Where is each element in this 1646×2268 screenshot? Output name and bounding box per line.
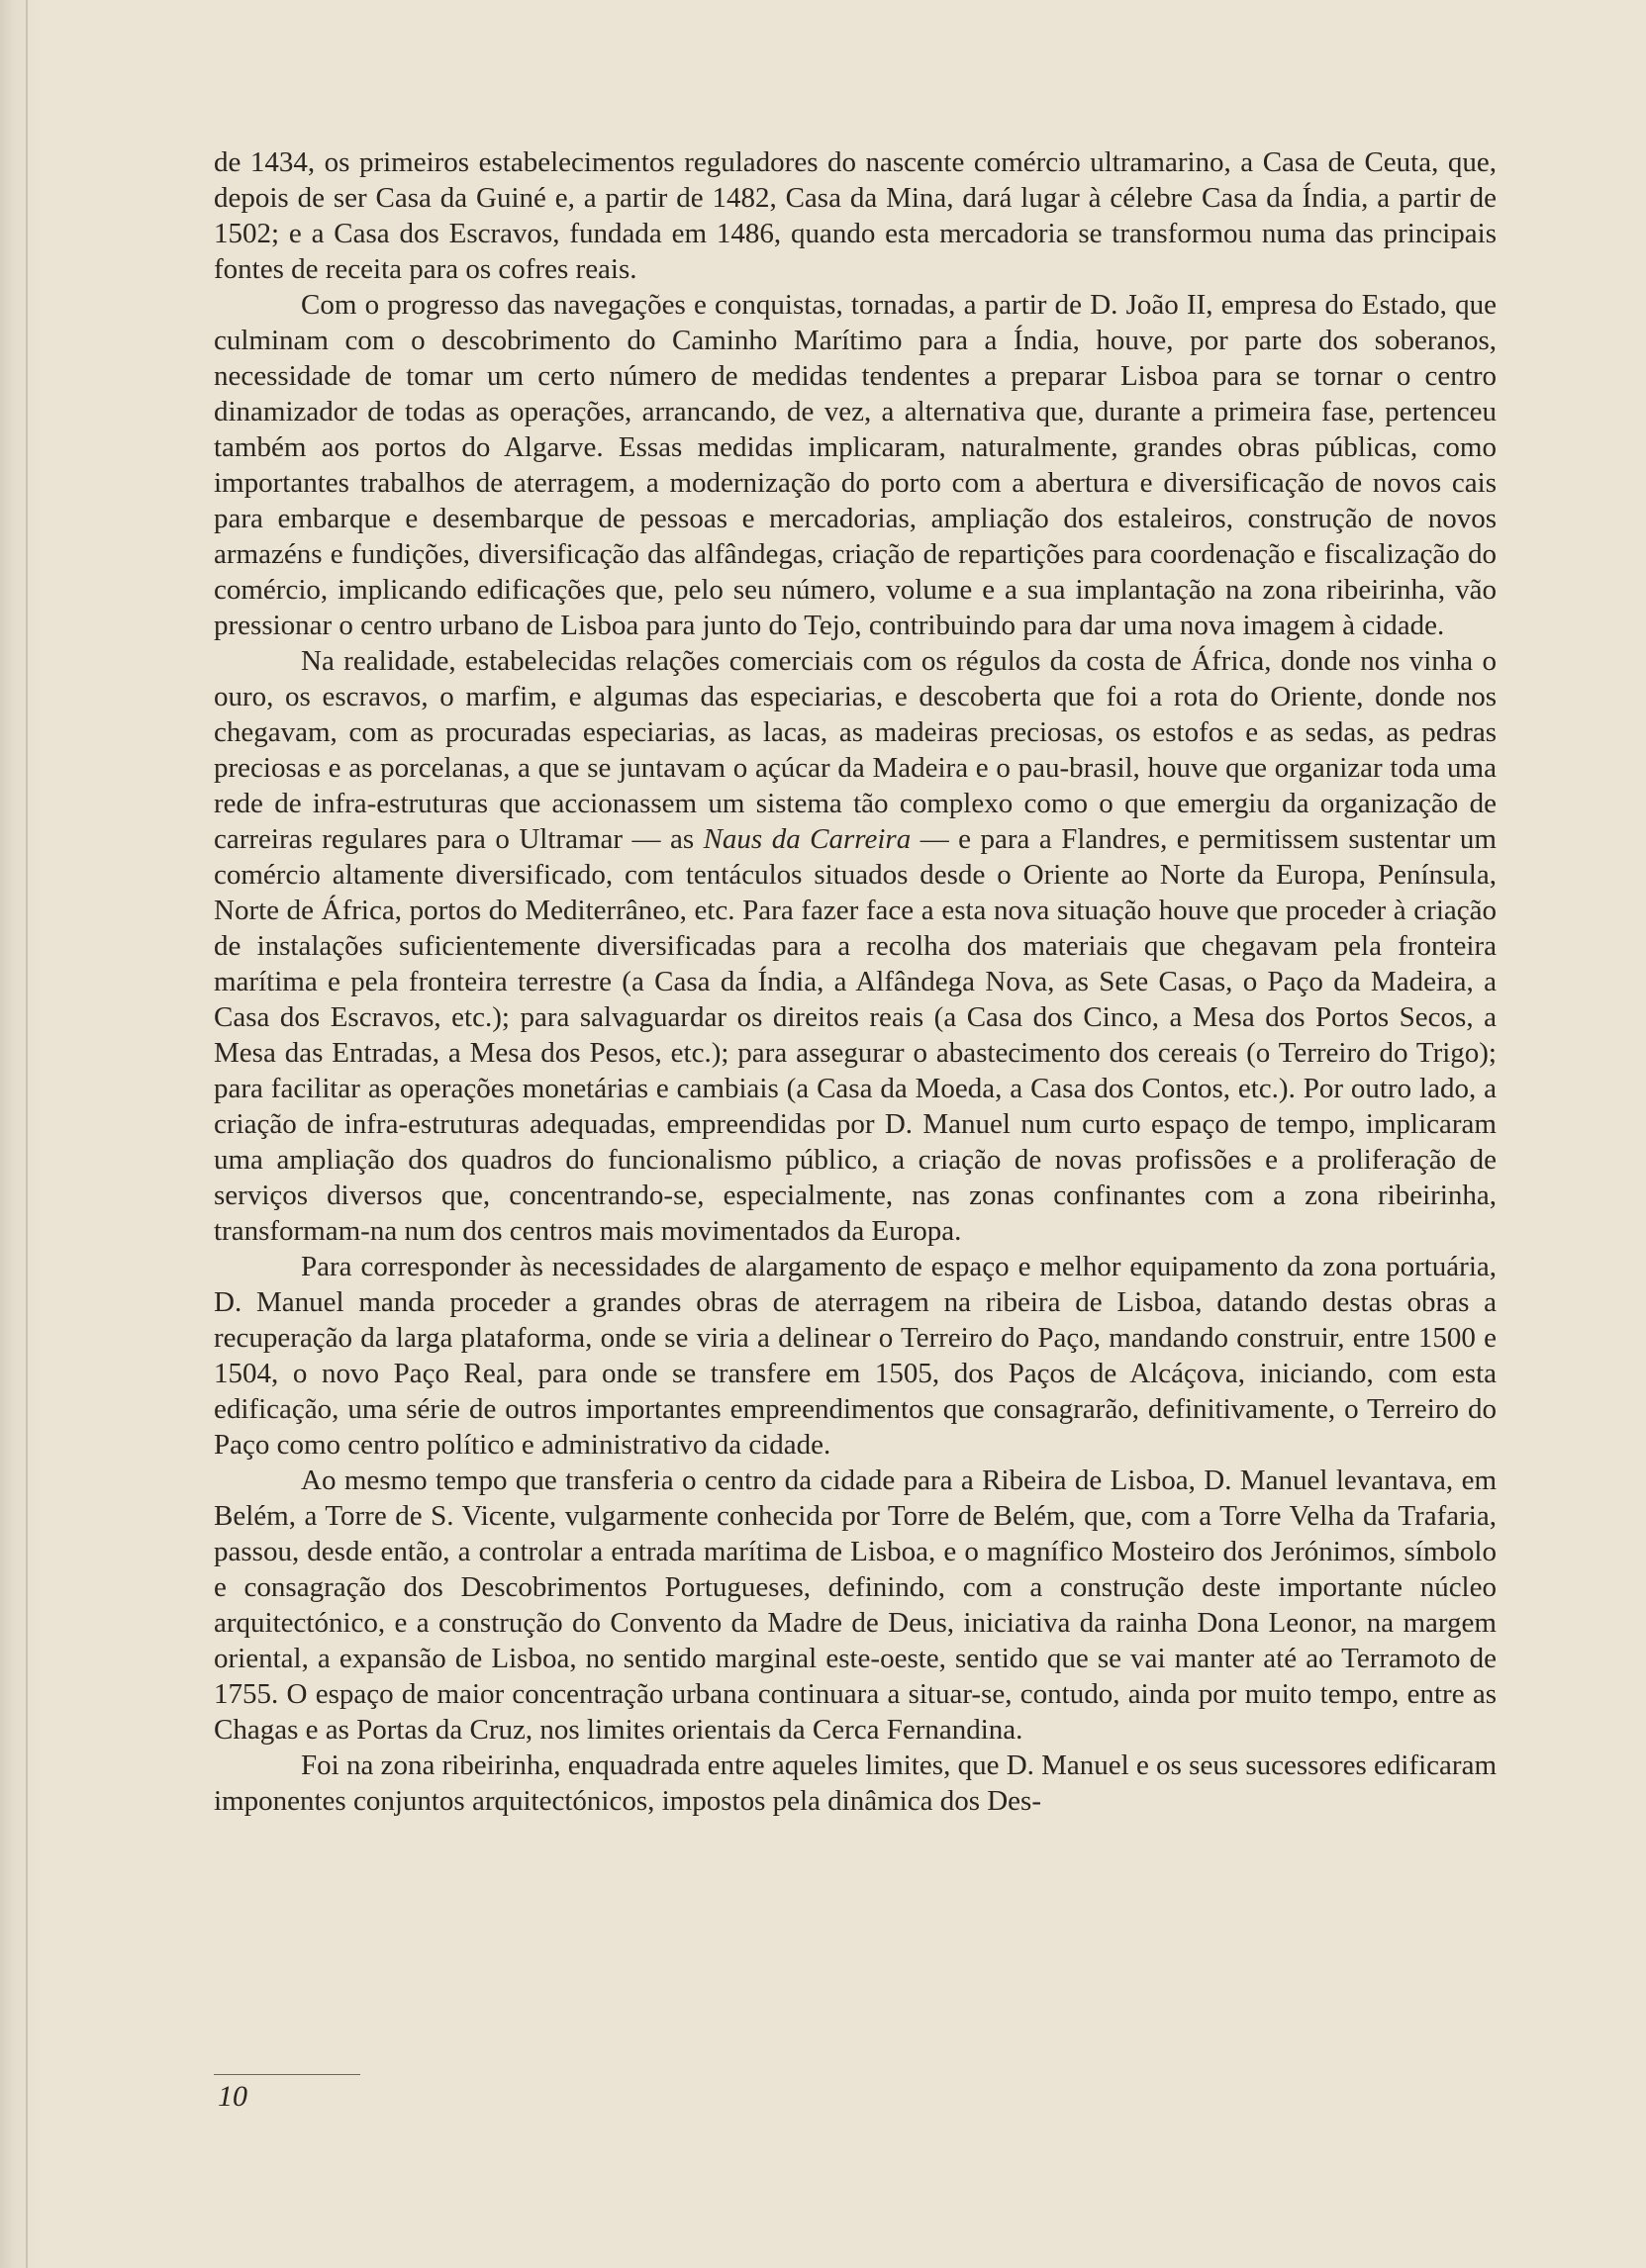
paragraph-relacoes-comerciais xyxy=(214,643,1497,1249)
paragraph-casa-ceuta: de 1434, os primeiros estabelecimentos reguladores do nascente comércio ultramarino, a Casa de Ceuta, que, depois de ser Casa da Guiné e, a partir de 1482, Casa da Mina, dará lugar à célebre Casa da Índia, a partir de 1502; e a Casa dos Escravos, fundada em 1486, quando esta mercadoria se transformou numa das principais fontes de receita para os cofres reais. xyxy=(214,146,1497,285)
paragraph-relacoes-after: — e para a Flandres, e permitissem sustentar um comércio altamente diversificado, com tentáculos situados desde o Oriente ao Norte da Europa, Península, Norte de África, portos do Mediterrâneo, etc. Para fazer face a esta nova situação houve que proceder à criação de instalações suficientemente diversificadas para a recolha dos materiais que chegavam pela fronteira marítima e pela fronteira terrestre (a Casa da Índia, a Alfândega Nova, as Sete Casas, o Paço da Madeira, a Casa dos Escravos, etc.); para salvaguardar os direitos reais (a Casa dos Cinco, a Mesa dos Portos Secos, a Mesa das Entradas, a Mesa dos Pesos, etc.); para assegurar o abastecimento dos cereais (o Terreiro do Trigo); para facilitar as operações monetárias e cambiais (a Casa da Moeda, a Casa dos Contos, etc.). Por outro lado, a criação de infra-estruturas adequadas, empreendidas por D. Manuel num curto espaço de tempo, implicaram uma ampliação dos quadros do funcionalismo público, a criação de novas profissões e a proliferação de serviços diversos que, concentrando-se, especialmente, nas zonas confinantes com a zona ribeirinha, transformam-na num dos centros mais movimentados da Europa. xyxy=(214,823,1497,1247)
body-text xyxy=(214,144,1497,1819)
page-number: 10 xyxy=(218,2080,247,2113)
paragraph-zona-ribeirinha: Foi na zona ribeirinha, enquadrada entre aqueles limites, que D. Manuel e os seus sucessores edificaram imponentes conjuntos arquitectónicos, impostos pela dinâmica dos Des- xyxy=(214,1749,1497,1817)
naus-da-carreira-italic: Naus da Carreira xyxy=(703,823,912,855)
paragraph-navegacoes: Com o progresso das navegações e conquistas, tornadas, a partir de D. João II, empresa do Estado, que culminam com o descobrimento do Caminho Marítimo para a Índia, houve, por parte dos soberanos, necessidade de tomar um certo número de medidas tendentes a preparar Lisboa para se tornar o centro dinamizador de todas as operações, arrancando, de vez, a alternativa que, durante a primeira fase, pertenceu também aos portos do Algarve. Essas medidas implicaram, naturalmente, grandes obras públicas, como importantes trabalhos de aterragem, a modernização do porto com a abertura e diversificação de novos cais para embarque e desembarque de pessoas e mercadorias, ampliação dos estaleiros, construção de novos armazéns e fundições, diversificação das alfândegas, criação de repartições para coordenação e fiscalização do comércio, implicando edificações que, pelo seu número, volume e a sua implantação na zona ribeirinha, vão pressionar o centro urbano de Lisboa para junto do Tejo, contribuindo para dar uma nova imagem à cidade. xyxy=(214,289,1497,641)
binding-fold-line xyxy=(26,0,28,2268)
paragraph-relacoes-before: Na realidade, estabelecidas relações comerciais com os régulos da costa de África, donde nos vinha o ouro, os escravos, o marfim, e algumas das especiarias, e descoberta que foi a rota do Oriente, donde nos chegavam, com as procuradas especiarias, as lacas, as madeiras preciosas, os estofos e as sedas, as pedras preciosas e as porcelanas, a que se juntavam o açúcar da Madeira e o pau-brasil, houve que organizar toda uma rede de infra-estruturas que accionassem um sistema tão complexo como o que emergiu da organização de carreiras regulares para o Ultramar — as xyxy=(214,645,1497,855)
paragraph-torre-belem: Ao mesmo tempo que transferia o centro da cidade para a Ribeira de Lisboa, D. Manuel levantava, em Belém, a Torre de S. Vicente, vulgarmente conhecida por Torre de Belém, que, com a Torre Velha da Trafaria, passou, desde então, a controlar a entrada marítima de Lisboa, e o magnífico Mosteiro dos Jerónimos, símbolo e consagração dos Descobrimentos Portugueses, definindo, com a construção deste importante núcleo arquitectónico, e a construção do Convento da Madre de Deus, iniciativa da rainha Dona Leonor, na margem oriental, a expansão de Lisboa, no sentido marginal este-oeste, sentido que se vai manter até ao Terramoto de 1755. O espaço de maior concentração urbana continuara a situar-se, contudo, ainda por muito tempo, entre as Chagas e as Portas da Cruz, nos limites orientais da Cerca Fernandina. xyxy=(214,1465,1497,1746)
footer-rule xyxy=(214,2074,360,2075)
paragraph-zona-portuaria: Para corresponder às necessidades de alargamento de espaço e melhor equipamento da zona portuária, D. Manuel manda proceder a grandes obras de aterragem na ribeira de Lisboa, datando destas obras a recuperação da larga plataforma, onde se viria a delinear o Terreiro do Paço, mandando construir, entre 1500 e 1504, o novo Paço Real, para onde se transfere em 1505, dos Paços de Alcáçova, iniciando, com esta edificação, uma série de outros importantes empreendimentos que consagrarão, definitivamente, o Terreiro do Paço como centro político e administrativo da cidade. xyxy=(214,1251,1497,1461)
page-binding-edge xyxy=(0,0,40,2268)
